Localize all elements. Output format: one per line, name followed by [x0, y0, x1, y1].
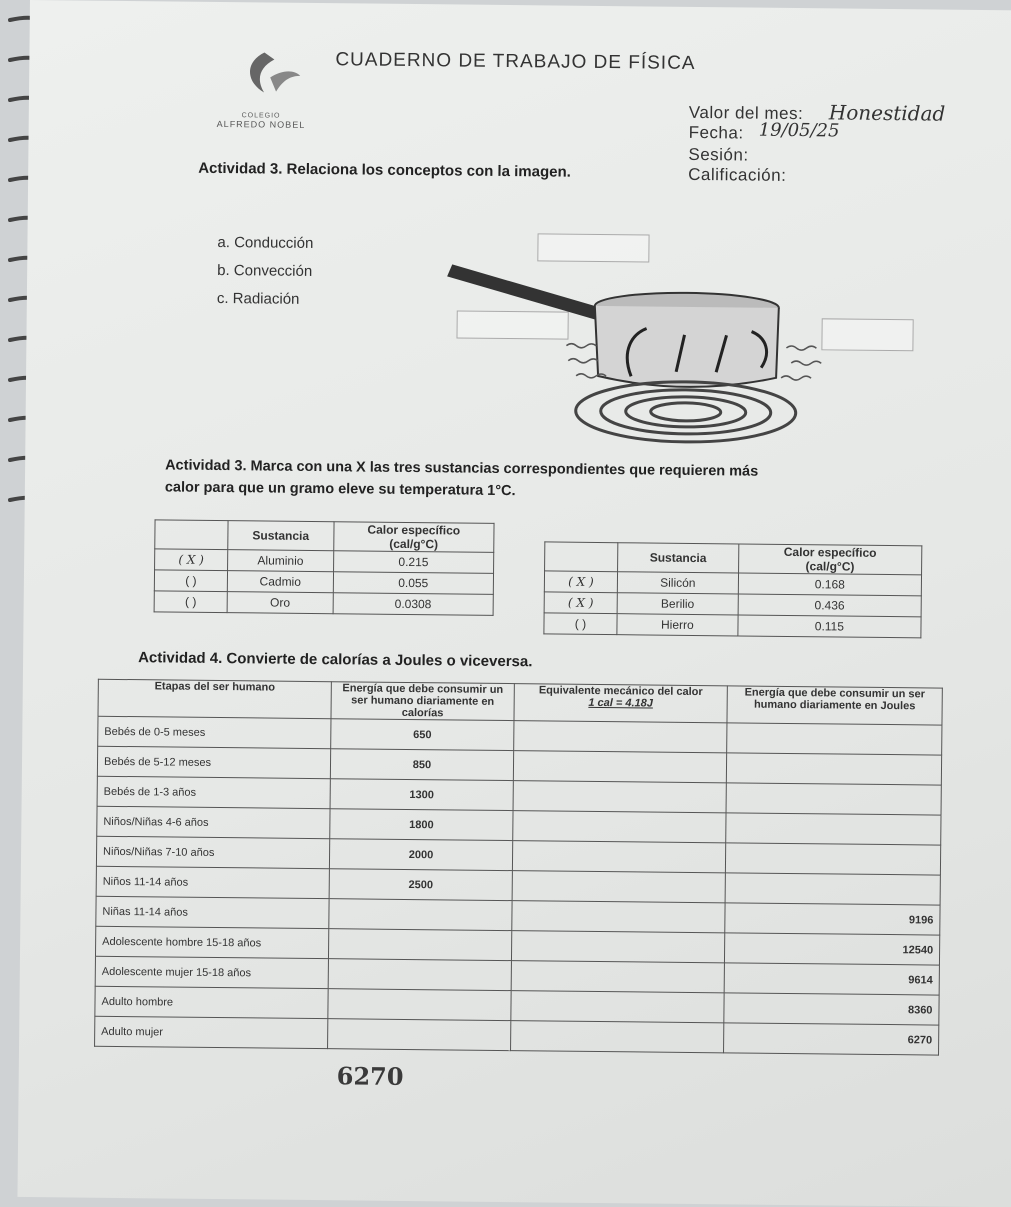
joules-cell[interactable]: [727, 723, 942, 755]
calories-cell[interactable]: [328, 929, 511, 961]
calories-cell[interactable]: 2000: [329, 839, 512, 871]
worksheet-page: [17, 0, 1011, 1207]
substance-cell: Cadmio: [227, 571, 333, 593]
value-cell: 0.215: [333, 551, 494, 574]
stage-cell: Niños/Niñas 4-6 años: [97, 806, 330, 838]
stage-cell: Adolescente hombre 15-18 años: [95, 926, 328, 958]
option-conveccion: b. Convección: [217, 261, 313, 280]
heat-unit-label: (cal/g°C): [389, 536, 439, 552]
mark-cell[interactable]: ( ): [154, 570, 227, 592]
valor-value: Honestidad: [828, 100, 946, 126]
calories-cell[interactable]: [329, 899, 512, 931]
valor-label: Valor del mes:: [688, 102, 804, 124]
calories-cell[interactable]: 650: [331, 719, 514, 751]
calories-cell[interactable]: 1300: [330, 779, 513, 811]
stage-cell: Bebés de 0-5 meses: [98, 716, 331, 748]
substance-cell: Berilio: [617, 593, 738, 615]
equiv-cell[interactable]: [513, 781, 726, 813]
mark-cell[interactable]: ( X ): [544, 592, 617, 614]
joules-cell[interactable]: [726, 813, 941, 845]
calories-cell[interactable]: 2500: [329, 869, 512, 901]
equiv-cell[interactable]: [511, 931, 724, 963]
heat-header: [333, 522, 494, 553]
heat-header-label: Calor específico: [367, 522, 461, 538]
equiv-cell[interactable]: [514, 721, 727, 753]
activity-convert-title: Actividad 4. Convierte de calorías a Joules o viceversa.: [138, 649, 533, 671]
stage-cell: Niños 11-14 años: [96, 866, 329, 898]
page-title: CUADERNO DE TRABAJO DE FÍSICA: [335, 49, 696, 74]
equiv-formula: 1 cal = 4.18J: [588, 696, 653, 710]
substance-header: Sustancia: [618, 543, 739, 573]
option-radiacion: c. Radiación: [216, 289, 300, 308]
joules-cell[interactable]: 6270: [724, 1023, 939, 1055]
equiv-cell[interactable]: [511, 991, 724, 1023]
substance-cell: Hierro: [617, 614, 738, 636]
energy-cal-header: Energía que debe consumir un ser humano diariamente en calorías: [331, 682, 514, 721]
stage-cell: Bebés de 5-12 meses: [97, 746, 330, 778]
fecha-label: Fecha:: [688, 122, 744, 143]
table-row: [154, 591, 493, 616]
mark-cell[interactable]: ( ): [544, 613, 617, 635]
fecha-value: 19/05/25: [758, 119, 840, 142]
substance-cell: Oro: [227, 592, 333, 614]
calories-cell[interactable]: [328, 989, 511, 1021]
conversion-table: [94, 679, 943, 1056]
joules-cell[interactable]: 9614: [724, 963, 939, 995]
equiv-header-label: Equivalente mecánico del calor: [538, 684, 703, 699]
specific-heat-table-right: [543, 541, 922, 638]
joules-cell[interactable]: 9196: [725, 903, 940, 935]
value-cell: 0.055: [333, 572, 494, 595]
mark-cell[interactable]: ( X ): [544, 571, 617, 593]
heat-header-label: Calor específico: [783, 544, 877, 560]
stage-cell: Niñas 11-14 años: [96, 896, 329, 928]
substance-header: Sustancia: [228, 521, 334, 551]
value-cell: 0.436: [738, 594, 921, 617]
equiv-cell[interactable]: [511, 1021, 724, 1053]
school-name: [217, 112, 306, 130]
substance-cell: Silicón: [617, 572, 738, 594]
activity-mark-title-1: Actividad 3. Marca con una X las tres sustancias correspondientes que requieren más: [165, 457, 759, 480]
activity-relate-title: Actividad 3. Relaciona los conceptos con la imagen.: [198, 159, 571, 181]
equiv-cell[interactable]: [512, 871, 725, 903]
equiv-cell[interactable]: [511, 961, 724, 993]
calories-cell[interactable]: 1800: [330, 809, 513, 841]
school-top-label: COLEGIO: [241, 112, 281, 120]
joules-cell[interactable]: [725, 843, 940, 875]
mark-header: [155, 520, 228, 550]
equiv-cell[interactable]: [512, 901, 725, 933]
stage-cell: Adulto hombre: [95, 986, 328, 1018]
value-cell: 0.168: [738, 573, 921, 596]
value-cell: 0.0308: [333, 593, 494, 616]
energy-j-header: Energía que debe consumir un ser humano diariamente en Joules: [727, 686, 942, 725]
joules-cell[interactable]: 8360: [724, 993, 939, 1025]
school-logo-icon: [234, 47, 305, 108]
stage-cell: Adolescente mujer 15-18 años: [95, 956, 328, 988]
mark-cell[interactable]: ( ): [154, 591, 227, 613]
mark-header: [545, 542, 618, 572]
school-name-label: ALFREDO NOBEL: [216, 118, 306, 130]
calories-cell[interactable]: 850: [330, 749, 513, 781]
joules-cell[interactable]: [726, 783, 941, 815]
option-conduccion: a. Conducción: [217, 233, 314, 252]
calories-cell[interactable]: [328, 959, 511, 991]
calificacion-label: Calificación:: [688, 164, 787, 185]
joules-cell[interactable]: [726, 753, 941, 785]
substance-cell: Aluminio: [228, 550, 334, 572]
equiv-cell[interactable]: [512, 841, 725, 873]
equiv-cell[interactable]: [513, 751, 726, 783]
stage-cell: Niños/Niñas 7-10 años: [96, 836, 329, 868]
sesion-label: Sesión:: [688, 144, 749, 165]
joules-cell[interactable]: [725, 873, 940, 905]
mark-cell[interactable]: ( X ): [155, 549, 228, 571]
activity-mark-title-2: calor para que un gramo eleve su temperatura 1°C.: [164, 479, 516, 500]
heat-unit-label: (cal/g°C): [805, 559, 855, 574]
stage-cell: Adulto mujer: [95, 1016, 328, 1048]
specific-heat-table-left: [154, 519, 495, 616]
calories-cell[interactable]: [328, 1019, 511, 1051]
joules-cell[interactable]: 12540: [724, 933, 939, 965]
handwritten-answer: 6270: [336, 1061, 404, 1091]
equiv-header: [514, 684, 727, 723]
equiv-cell[interactable]: [513, 811, 726, 843]
value-cell: 0.115: [738, 615, 921, 638]
heat-header: [738, 544, 921, 575]
stage-cell: Bebés de 1-3 años: [97, 776, 330, 808]
boiling-pot-illustration: [425, 244, 847, 448]
stage-header: Etapas del ser humano: [98, 679, 331, 718]
table-row: [544, 613, 921, 638]
